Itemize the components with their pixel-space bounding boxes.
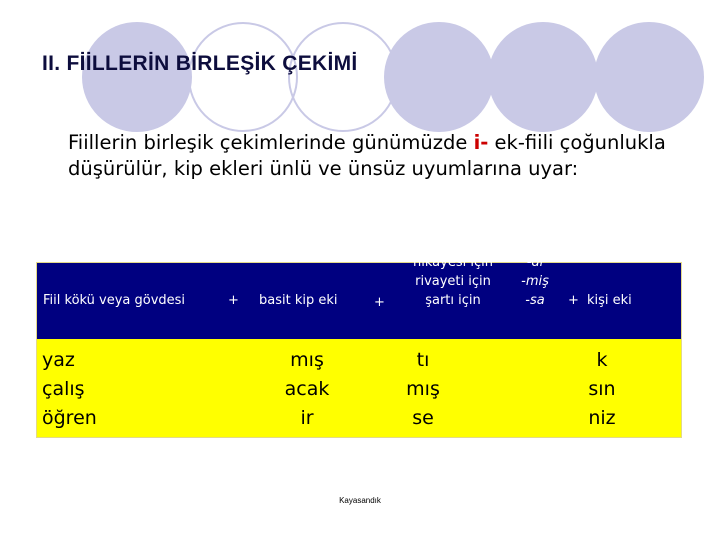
root-1: yaz [42,349,75,371]
table-header [37,255,681,339]
conjugation-table [36,255,682,438]
column-roots [42,346,97,433]
mood-1: mış [290,349,324,371]
slide-title: II. FİİLLERİN BİRLEŞİK ÇEKİMİ [42,52,358,75]
body-paragraph [68,130,668,182]
decor-circle-1 [82,22,192,132]
body-text-start: Fiillerin birleşik çekimlerinde günümüzde [68,131,474,154]
compound-1: tı [416,349,430,371]
column-compound [397,346,449,433]
footer-credit: Kayasandık [339,496,381,505]
decor-circle-6 [594,22,704,132]
header-suffix-3: -sa [525,293,545,308]
header-compound-2: rivayeti için [415,274,491,289]
root-2: çalış [42,378,85,400]
header-suffixes [513,253,557,310]
person-3: niz [588,407,616,429]
column-moods [277,346,337,433]
header-compound [399,253,507,310]
column-person [577,346,627,433]
mood-2: acak [284,378,330,400]
root-3: öğren [42,407,97,429]
person-1: k [596,349,608,371]
decor-circle-2 [188,22,298,132]
header-simple-mood: basit kip eki [259,293,338,308]
decor-circle-5 [488,22,598,132]
person-2: sın [588,378,616,400]
header-person: kişi eki [587,293,632,308]
header-plus-2: + [374,295,385,310]
body-text-end: ek-fiili çoğunlukla düşürülür, kip ekleri ünlü ve ünsüz uyumlarına uyar: [68,131,666,180]
mood-3: ir [300,407,314,429]
header-compound-3: şartı için [425,293,481,308]
header-compound-1: hikâyesi için [413,255,493,270]
header-suffix-2: -miş [521,274,549,289]
body-emphasis: i- [473,131,489,154]
header-plus-3: + [568,293,579,308]
header-root: Fiil kökü veya gövdesi [43,293,186,308]
compound-2: mış [406,378,440,400]
decor-circle-4 [384,22,494,132]
compound-3: se [412,407,434,429]
header-suffix-1: -di [526,255,544,270]
header-plus-1: + [228,293,239,308]
decor-circle-3 [288,22,398,132]
